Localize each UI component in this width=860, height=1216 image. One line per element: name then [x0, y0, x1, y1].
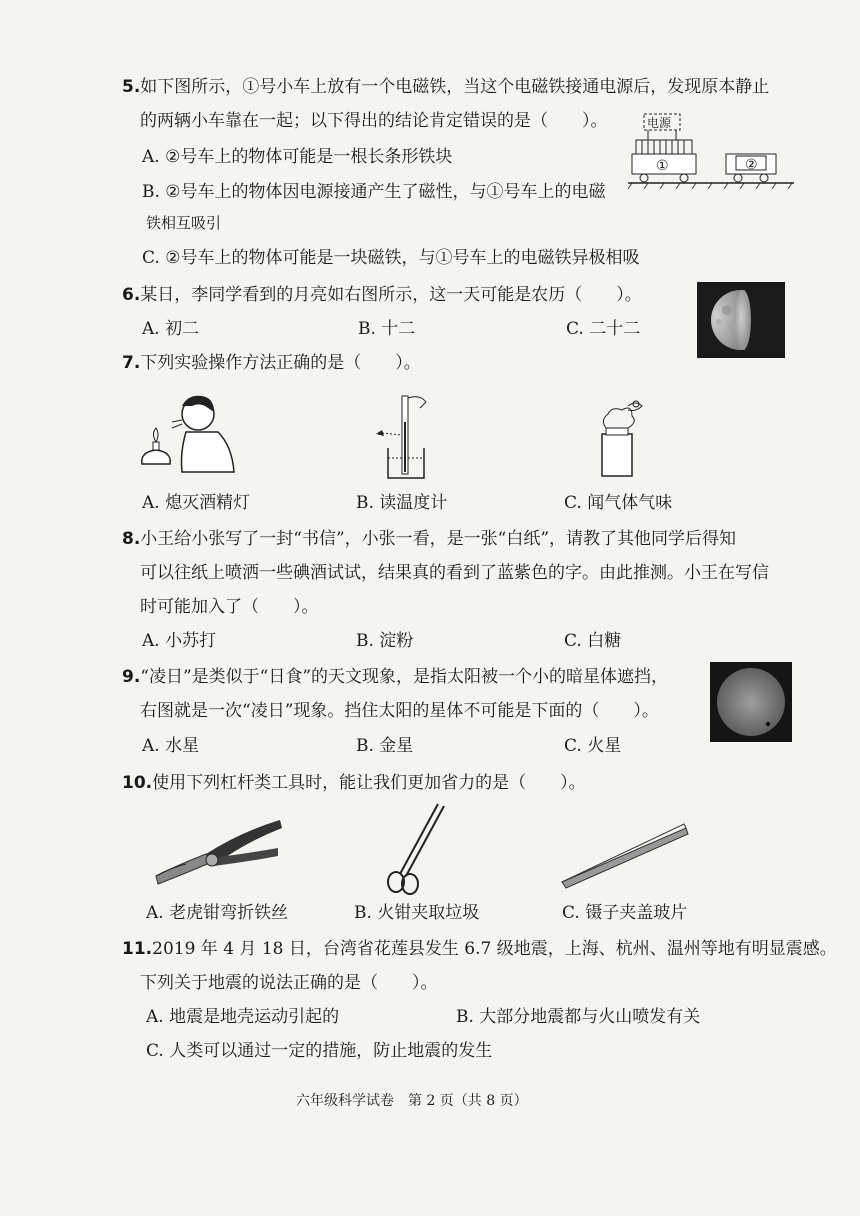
q6-number: 6. [122, 285, 141, 305]
q9-stem-line2: 右图就是一次“凌日”现象。挡住太阳的星体不可能是下面的（ ）。 [140, 701, 659, 721]
pliers-figure [150, 814, 284, 890]
page-footer: 六年级科学试卷 第 2 页（共 8 页） [296, 1093, 528, 1109]
q10-number: 10. [122, 773, 153, 793]
thermometer-reading-figure [366, 392, 442, 482]
q11-stem-line2: 下列关于地震的说法正确的是（ ）。 [140, 973, 438, 993]
q6-option-a: A. 初二 [142, 319, 200, 339]
q5-stem-line1: 5.如下图所示，①号小车上放有一个电磁铁，当这个电磁铁接通电源后，发现原本静止 [122, 77, 770, 97]
cart-2-label: ② [745, 157, 758, 173]
transit-sun-photo [710, 662, 792, 742]
q5-stem-line2: 的两辆小车靠在一起；以下得出的结论肯定错误的是（ ）。 [140, 111, 608, 131]
q5-number: 5. [122, 77, 141, 97]
q8-stem-line1: 8.小王给小张写了一封“书信”，小张一看，是一张“白纸”，请教了其他同学后得知 [122, 529, 737, 549]
q9-stem-line1: 9.“凌日”是类似于“日食”的天文现象，是指太阳被一个小的暗星体遮挡， [122, 667, 669, 687]
q11-option-b: B. 大部分地震都与火山喷发有关 [456, 1007, 701, 1027]
electromagnet-cart-figure [628, 112, 796, 192]
cart-1-label: ① [656, 158, 669, 174]
q7-option-c: C. 闻气体气味 [564, 493, 673, 513]
q7-option-b: B. 读温度计 [356, 493, 448, 513]
q8-option-b: B. 淀粉 [356, 631, 414, 651]
alcohol-lamp-figure [136, 392, 240, 474]
q9-option-c: C. 火星 [564, 736, 622, 756]
q9-number: 9. [122, 667, 141, 687]
q11-number: 11. [122, 939, 153, 959]
q10-option-a: A. 老虎钳弯折铁丝 [146, 903, 289, 923]
q9-option-a: A. 水星 [142, 736, 200, 756]
q5-option-c: C. ②号车上的物体可能是一块磁铁，与①号车上的电磁铁异极相吸 [142, 248, 640, 268]
q8-option-a: A. 小苏打 [142, 631, 217, 651]
q6-option-c: C. 二十二 [566, 319, 641, 339]
q8-stem-line2: 可以往纸上喷洒一些碘酒试试，结果真的看到了蓝紫色的字。由此推测。小王在写信 [140, 563, 769, 583]
q9-option-b: B. 金星 [356, 736, 414, 756]
q7-number: 7. [122, 353, 141, 373]
q11-option-a: A. 地震是地壳运动引起的 [146, 1007, 340, 1027]
q10-stem: 10.使用下列杠杆类工具时，能让我们更加省力的是（ ）。 [122, 773, 586, 793]
q8-option-c: C. 白糖 [564, 631, 622, 651]
moon-phase-photo [697, 282, 785, 358]
q7-stem: 7.下列实验操作方法正确的是（ ）。 [122, 353, 421, 373]
tweezers-figure [560, 822, 692, 892]
smelling-gas-figure [592, 398, 662, 478]
q11-stem-line1: 11.2019 年 4 月 18 日，台湾省花莲县发生 6.7 级地震，上海、杭州、温州等地有明显震感。 [122, 939, 837, 959]
q5-option-b-line2: 铁相互吸引 [146, 214, 222, 232]
q7-option-a: A. 熄灭酒精灯 [142, 493, 251, 513]
power-source-label: 电源 [647, 116, 672, 130]
fire-tongs-figure [380, 802, 450, 896]
q10-option-b: B. 火钳夹取垃圾 [354, 903, 480, 923]
q8-number: 8. [122, 529, 141, 549]
q8-stem-line3: 时可能加入了（ ）。 [140, 597, 319, 617]
q11-option-c: C. 人类可以通过一定的措施，防止地震的发生 [146, 1041, 493, 1061]
q5-option-b-line1: B. ②号车上的物体因电源接通产生了磁性，与①号车上的电磁 [142, 182, 606, 202]
q10-option-c: C. 镊子夹盖玻片 [562, 903, 688, 923]
q6-stem: 6.某日，李同学看到的月亮如右图所示，这一天可能是农历（ ）。 [122, 285, 642, 305]
q6-option-b: B. 十二 [358, 319, 416, 339]
q5-option-a: A. ②号车上的物体可能是一根长条形铁块 [142, 147, 453, 167]
